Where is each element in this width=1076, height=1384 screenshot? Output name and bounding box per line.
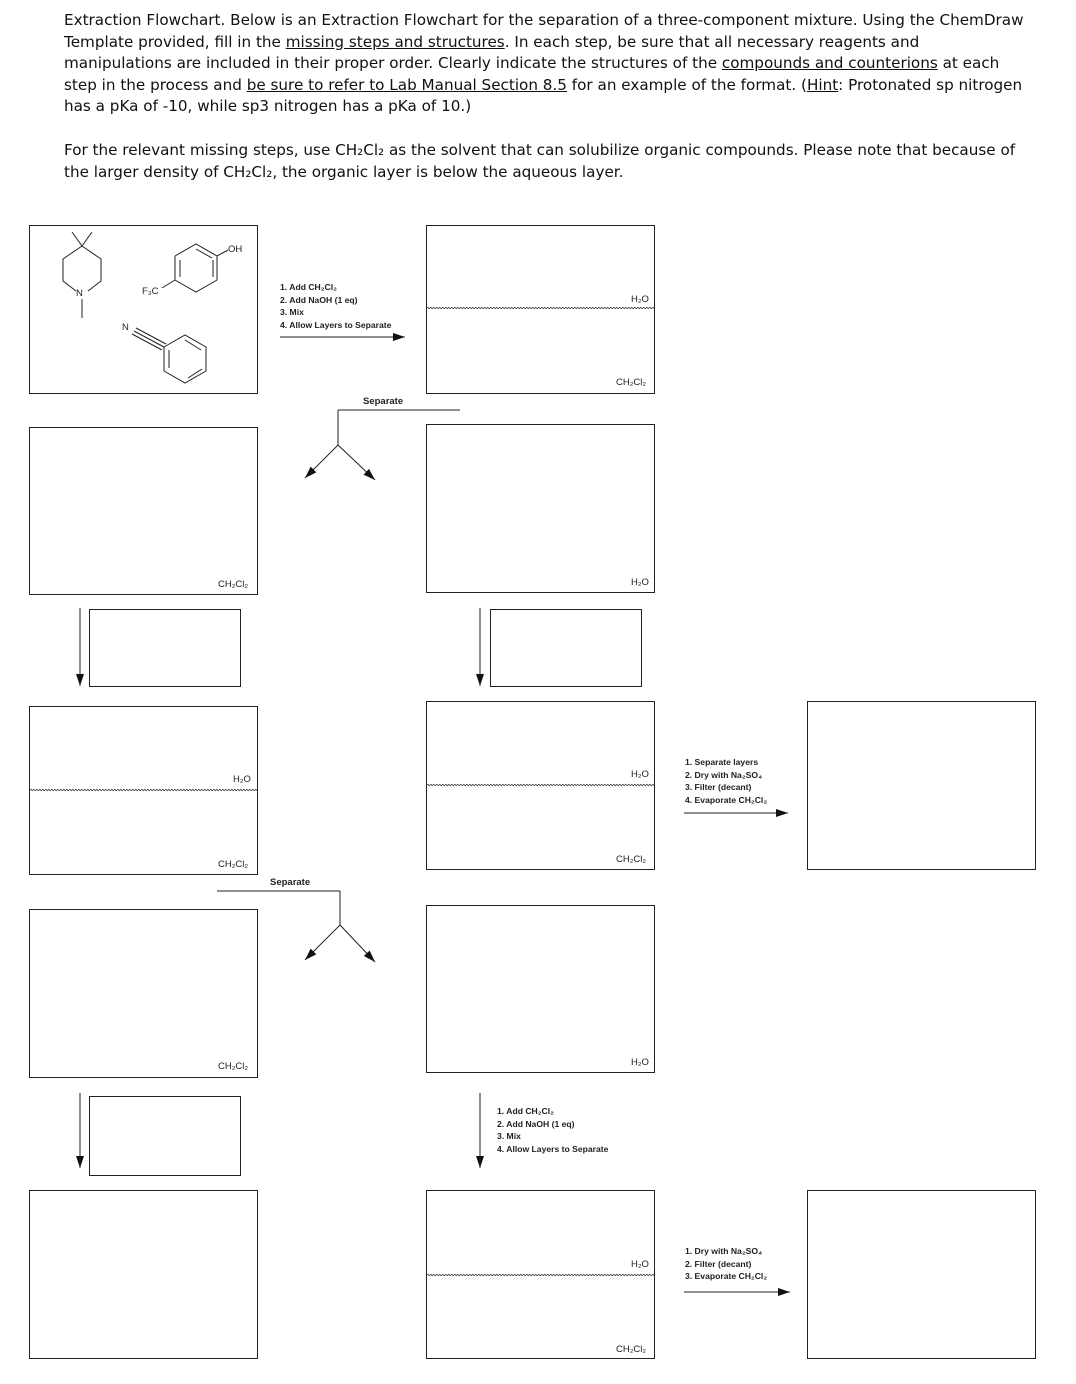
ch2cl2-label: CH₂Cl₂ (616, 377, 647, 388)
solvent-note: For the relevant missing steps, use CH₂Cl₂ as the solvent that can solubilize organic compounds. Please note that because of the larger density of CH₂Cl₂, the organic layer is below the aqueous layer. (64, 141, 1016, 181)
h2o-label: H₂O (233, 774, 251, 785)
drying-steps-1: 1. Separate layers 2. Dry with Na₂SO₄ 3. Filter (decant) 4. Evaporate CH₂Cl₂ (685, 757, 768, 805)
arrowhead-icon (76, 1156, 84, 1168)
layers-box-3[interactable] (426, 701, 655, 870)
arrowhead-icon (476, 674, 484, 686)
arrowhead-icon (476, 1156, 484, 1168)
trifluoromethyl-label: F₃C (142, 286, 159, 297)
arrowhead-icon (778, 1288, 790, 1296)
product-box-3[interactable] (807, 1190, 1036, 1359)
emphasized-text: be sure to refer to Lab Manual Section 8.5 (246, 75, 567, 94)
step-box-1[interactable] (89, 609, 241, 687)
ch2cl2-label: CH₂Cl₂ (218, 859, 249, 870)
product-box-1[interactable] (807, 701, 1036, 870)
h2o-label: H₂O (631, 1259, 649, 1270)
h2o-label: H₂O (631, 769, 649, 780)
step-box-2[interactable] (490, 609, 642, 687)
step-box-3[interactable] (89, 1096, 241, 1176)
ch2cl2-label: CH₂Cl₂ (218, 579, 249, 590)
instruction-text: for an example of the format. ( (566, 75, 807, 94)
product-box-2[interactable] (29, 1190, 258, 1359)
h2o-label: H₂O (631, 577, 649, 588)
layers-box-4[interactable] (426, 1190, 655, 1359)
instruction-text: at each step in the process and (64, 54, 1000, 94)
drying-steps-2: 1. Dry with Na₂SO₄ 2. Filter (decant) 3. Evaporate CH₂Cl₂ (685, 1246, 768, 1282)
emphasized-text: compounds and counterions (721, 54, 938, 72)
emphasized-text: missing steps and structures (285, 32, 505, 51)
separate-label: Separate (270, 877, 311, 888)
amine-nitrogen-label: N (76, 288, 83, 299)
instruction-text: : Protonated sp nitrogen has a pKa of -10, while sp3 nitrogen has a pKa of 10.) (64, 75, 1023, 115)
ch2cl2-label: CH₂Cl₂ (616, 1344, 647, 1355)
separate-label: Separate (363, 396, 404, 407)
organic-layer-box-2[interactable] (29, 909, 258, 1078)
arrowhead-icon (393, 333, 405, 341)
ch2cl2-label: CH₂Cl₂ (218, 1061, 249, 1072)
arrowhead-icon (76, 674, 84, 686)
h2o-label: H₂O (631, 294, 649, 305)
extraction-steps-2: 1. Add CH₂Cl₂ 2. Add NaOH (1 eq) 3. Mix 4. Allow Layers to Separate (497, 1106, 609, 1154)
h2o-label: H₂O (631, 1057, 649, 1068)
nitrile-nitrogen-label: N (122, 322, 129, 333)
instruction-text: . In each step, be sure that all necessary reagents and manipulations are included in their proper order. Clearly indicate the structures of the (64, 32, 920, 72)
extraction-steps-1: 1. Add CH₂Cl₂ 2. Add NaOH (1 eq) 3. Mix 4. Allow Layers to Separate (280, 282, 392, 330)
layers-box-1[interactable] (426, 225, 655, 394)
aqueous-layer-box-1[interactable] (426, 424, 655, 593)
emphasized-text: Hint (806, 75, 839, 94)
starting-mixture-box (29, 225, 258, 394)
aqueous-layer-box-2[interactable] (426, 905, 655, 1073)
arrowhead-icon (776, 809, 788, 817)
layers-box-2[interactable] (29, 706, 258, 875)
instruction-text: Extraction Flowchart. Below is an Extraction Flowchart for the separation of a three-component mixture. Using the ChemDraw Template provided, fill in the (64, 11, 1024, 51)
organic-layer-box-1[interactable] (29, 427, 258, 595)
mixture-structures (30, 226, 257, 393)
ch2cl2-label: CH₂Cl₂ (616, 854, 647, 865)
hydroxyl-label: OH (228, 244, 243, 255)
